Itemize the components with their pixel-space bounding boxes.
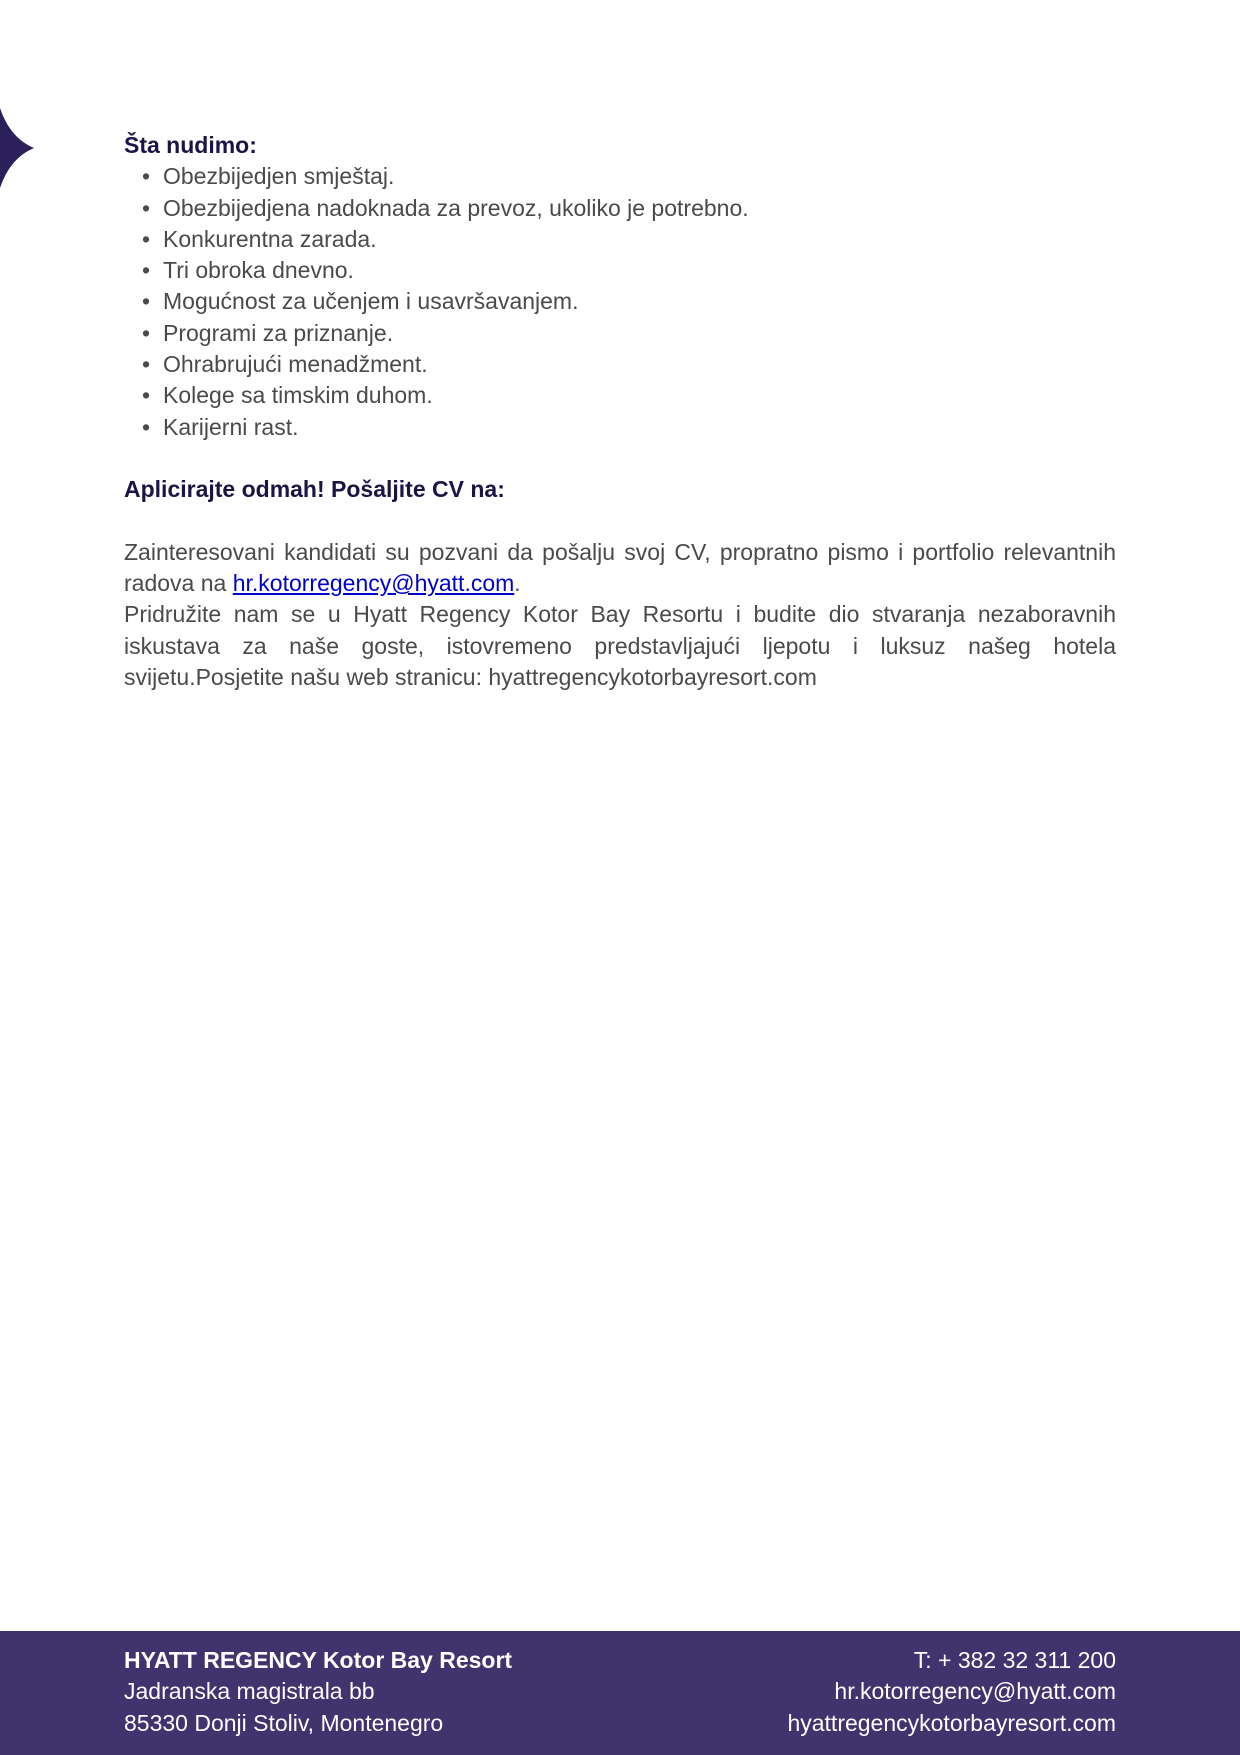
- footer: [0, 1631, 1240, 1755]
- list-item: • Konkurentna zarada.: [142, 224, 1116, 255]
- list-item: • Obezbijedjena nadoknada za prevoz, ukoliko je potrebno.: [142, 193, 1116, 224]
- spacer: [124, 443, 1116, 474]
- main-content: [124, 130, 1116, 693]
- bullet-icon: •: [142, 413, 151, 440]
- email-link[interactable]: hr.kotorregency@hyatt.com: [232, 570, 515, 597]
- list-item: • Mogućnost za učenjem i usavršavanjem.: [142, 286, 1116, 317]
- bullet-icon: •: [142, 194, 151, 221]
- list-item: • Programi za priznanje.: [142, 318, 1116, 349]
- apply-intro-paragraph: Zainteresovani kandidati su pozvani da pošalju svoj CV, propratno pismo i portfolio relevantnih radova na hr.kotorregency@hyatt.com.: [124, 538, 1116, 597]
- decorative-corner-shape: [0, 108, 36, 188]
- apply-heading: Aplicirajte odmah! Pošaljite CV na:: [124, 476, 505, 503]
- list-item: • Karijerni rast.: [142, 412, 1116, 443]
- footer-email: hr.kotorregency@hyatt.com: [834, 1678, 1116, 1705]
- list-item: • Ohrabrujući menadžment.: [142, 349, 1116, 380]
- footer-contact-block: [787, 1645, 1116, 1739]
- benefits-heading: Šta nudimo:: [124, 132, 257, 158]
- list-item: • Tri obroka dnevno.: [142, 255, 1116, 286]
- footer-company-name: HYATT REGENCY Kotor Bay Resort: [124, 1647, 513, 1673]
- bullet-icon: •: [142, 257, 151, 284]
- bullet-icon: •: [142, 319, 151, 346]
- bullet-icon: •: [142, 163, 151, 190]
- footer-phone: T: + 382 32 311 200: [913, 1647, 1116, 1673]
- list-item: • Kolege sa timskim duhom.: [142, 380, 1116, 411]
- benefits-list: [124, 161, 1116, 443]
- footer-website: hyattregencykotorbayresort.com: [787, 1709, 1116, 1736]
- bullet-icon: •: [142, 225, 151, 252]
- closing-paragraph: Pridružite nam se u Hyatt Regency Kotor Bay Resortu i budite dio stvaranja nezaboravnih iskustava za naše goste, istovremeno predstavljajući ljepotu i luksuz našeg hotela svijetu.Posjetite našu web stranicu: hyattregencykotorbayresort.com: [124, 601, 1116, 691]
- bullet-icon: •: [142, 288, 151, 315]
- footer-address-line1: Jadranska magistrala bb: [124, 1678, 375, 1705]
- bullet-icon: •: [142, 382, 151, 409]
- footer-address-block: [124, 1645, 512, 1739]
- footer-address-line2: 85330 Donji Stoliv, Montenegro: [124, 1709, 444, 1736]
- spacer: [124, 506, 1116, 537]
- bullet-icon: •: [142, 351, 151, 378]
- list-item: • Obezbijedjen smještaj.: [142, 161, 1116, 192]
